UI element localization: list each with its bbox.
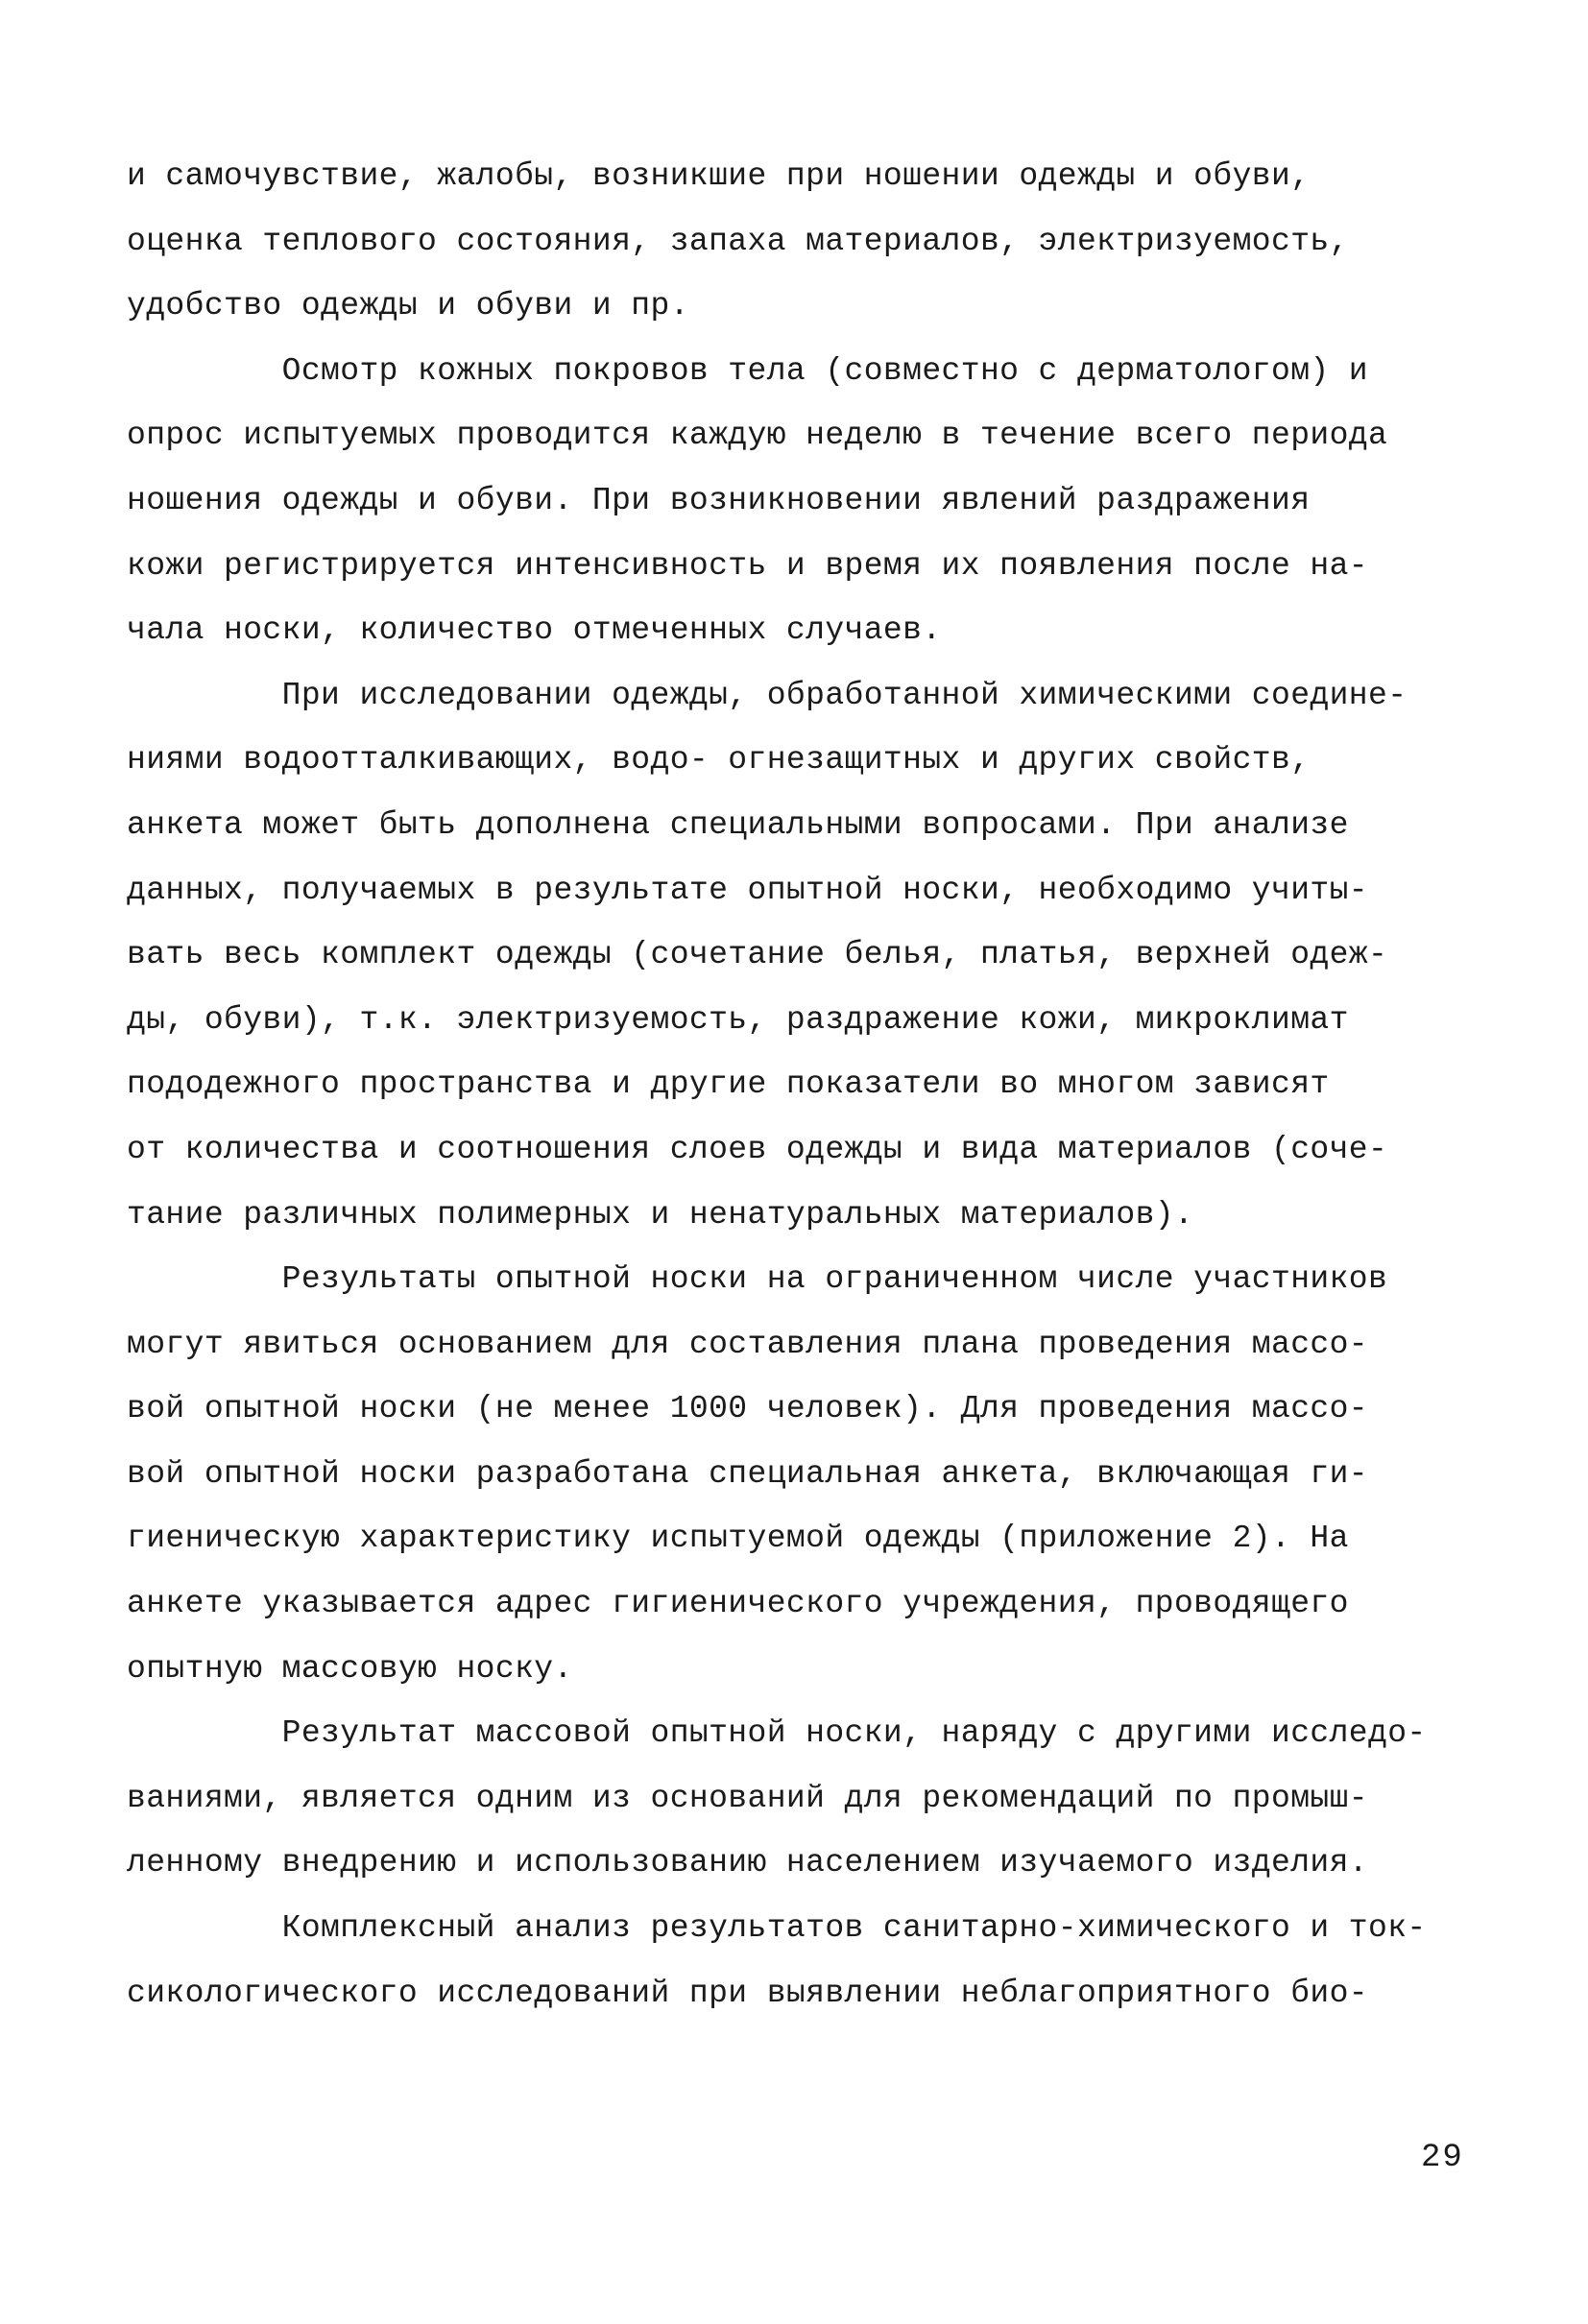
text-line: чала носки, количество отмеченных случаев. <box>127 612 942 649</box>
body-text <box>127 144 1461 2025</box>
paragraph-start-line: При исследовании одежды, обработанной химическими соедине- <box>127 677 1408 713</box>
text-line: сикологического исследований при выявлении неблагоприятного био- <box>127 1975 1369 2011</box>
paragraph-start-line: Осмотр кожных покровов тела (совместно с дерматологом) и <box>127 352 1369 389</box>
text-line: вой опытной носки разработана специальная анкета, включающая ги- <box>127 1455 1369 1492</box>
text-line: ды, обуви), т.к. электризуемость, раздражение кожи, микроклимат <box>127 1001 1349 1038</box>
text-line: от количества и соотношения слоев одежды и вида материалов (соче- <box>127 1131 1388 1167</box>
text-line: вой опытной носки (не менее 1000 человек). Для проведения массо- <box>127 1391 1369 1427</box>
text-line: могут явиться основанием для составления плана проведения массо- <box>127 1326 1369 1362</box>
text-line: анкета может быть дополнена специальными вопросами. При анализе <box>127 806 1349 843</box>
text-line: ниями водоотталкивающих, водо- огнезащитных и других свойств, <box>127 742 1311 779</box>
text-line: ваниями, является одним из оснований для рекомендаций по промыш- <box>127 1780 1369 1816</box>
text-line: пододежного пространства и другие показатели во многом зависят <box>127 1066 1330 1103</box>
text-line: ношения одежды и обуви. При возникновении явлений раздражения <box>127 482 1311 518</box>
text-line: оценка теплового состояния, запаха материалов, электризуемость, <box>127 223 1349 259</box>
text-line: ленному внедрению и использованию населением изучаемого изделия. <box>127 1845 1369 1881</box>
text-line: вать весь комплект одежды (сочетание белья, платья, верхней одеж- <box>127 937 1388 973</box>
text-line: тание различных полимерных и ненатуральных материалов). <box>127 1196 1194 1233</box>
text-line: и самочувствие, жалобы, возникшие при ношении одежды и обуви, <box>127 158 1311 194</box>
text-line: удобство одежды и обуви и пр. <box>127 288 689 324</box>
paragraph-start-line: Комплексный анализ результатов санитарно-химического и ток- <box>127 1910 1427 1947</box>
text-line: опытную массовую носку. <box>127 1650 573 1687</box>
paragraph-start-line: Результаты опытной носки на ограниченном числе участников <box>127 1261 1388 1298</box>
text-line: данных, получаемых в результате опытной носки, необходимо учиты- <box>127 872 1369 908</box>
page-number: 29 <box>1421 2140 1464 2176</box>
paragraph-start-line: Результат массовой опытной носки, наряду с другими исследо- <box>127 1715 1427 1752</box>
text-line: гиеническую характеристику испытуемой одежды (приложение 2). На <box>127 1521 1349 1557</box>
text-line: анкете указывается адрес гигиенического учреждения, проводящего <box>127 1586 1349 1622</box>
text-line: опрос испытуемых проводится каждую неделю в течение всего периода <box>127 418 1388 454</box>
text-line: кожи регистрируется интенсивность и время их появления после на- <box>127 547 1369 584</box>
